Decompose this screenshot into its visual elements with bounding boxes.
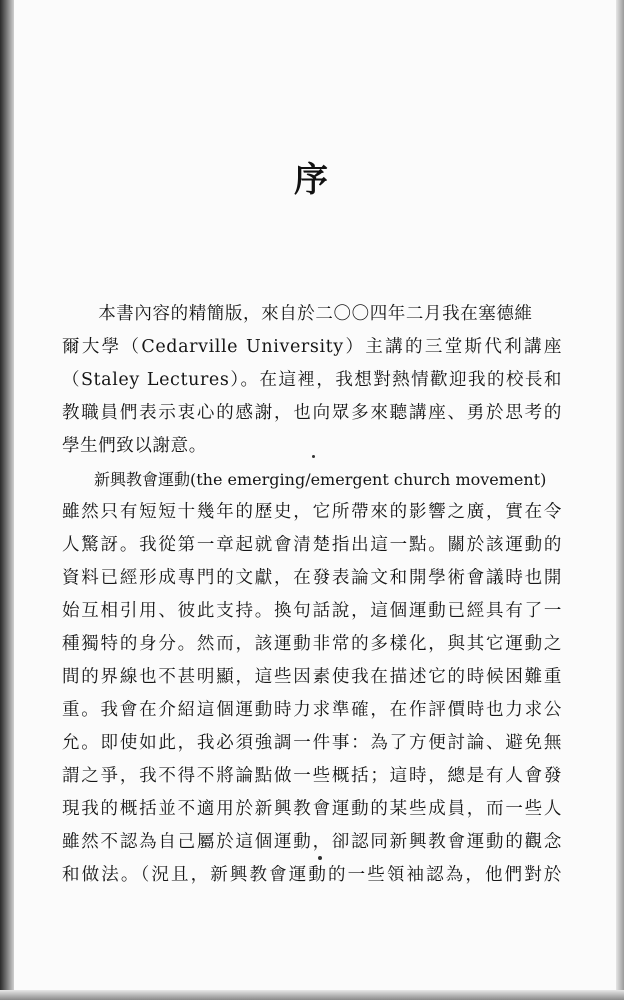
- text-line: 人驚訝。我從第一章起就會清楚指出這一點。關於該運動的: [62, 535, 562, 555]
- text-line: 重。我會在介紹這個運動時力求準確，在作評價時也力求公: [62, 700, 562, 720]
- text-line: 允。即使如此，我必須強調一件事：為了方便討論、避免無: [62, 733, 562, 753]
- page-title: 序: [294, 160, 330, 200]
- scan-edge-left: [0, 0, 14, 1000]
- scan-edge-right: [616, 0, 624, 1000]
- text-line: 種獨特的身分。然而，該運動非常的多樣化，與其它運動之: [62, 634, 562, 654]
- scan-speck: [318, 856, 322, 860]
- text-line: 謂之爭，我不得不將論點做一些概括；這時，總是有人會發: [62, 766, 562, 786]
- text-line: 學生們致以謝意。: [62, 436, 207, 456]
- text-line: 間的界線也不甚明顯，這些因素使我在描述它的時候困難重: [62, 667, 562, 687]
- text-line: 新興教會運動(the emerging/emergent church movement): [62, 470, 547, 489]
- text-line: 現我的概括並不適用於新興教會運動的某些成員，而一些人: [62, 799, 562, 819]
- scan-speck: [312, 455, 315, 458]
- text-line: 始互相引用、彼此支持。換句話說，這個運動已經具有了一: [62, 601, 562, 621]
- body-text: [62, 298, 562, 892]
- text-line: 雖然不認為自己屬於這個運動，卻認同新興教會運動的觀念: [62, 832, 562, 852]
- text-line: 和做法。（況且，新興教會運動的一些領袖認為，他們對於: [62, 865, 562, 885]
- text-line: 資料已經形成專門的文獻，在發表論文和開學術會議時也開: [62, 568, 562, 588]
- text-line: 教職員們表示衷心的感謝，也向眾多來聽講座、勇於思考的: [62, 403, 562, 423]
- scan-edge-bottom: [0, 990, 624, 1000]
- text-line: （Staley Lectures）。在這裡，我想對熱情歡迎我的校長和: [62, 370, 562, 390]
- text-line: 爾大學（Cedarville University）主講的三堂斯代利講座: [62, 337, 562, 357]
- text-line: 本書內容的精簡版，來自於二〇〇四年二月我在塞德維: [62, 304, 533, 324]
- text-line: 雖然只有短短十幾年的歷史，它所帶來的影響之廣，實在令: [62, 502, 562, 522]
